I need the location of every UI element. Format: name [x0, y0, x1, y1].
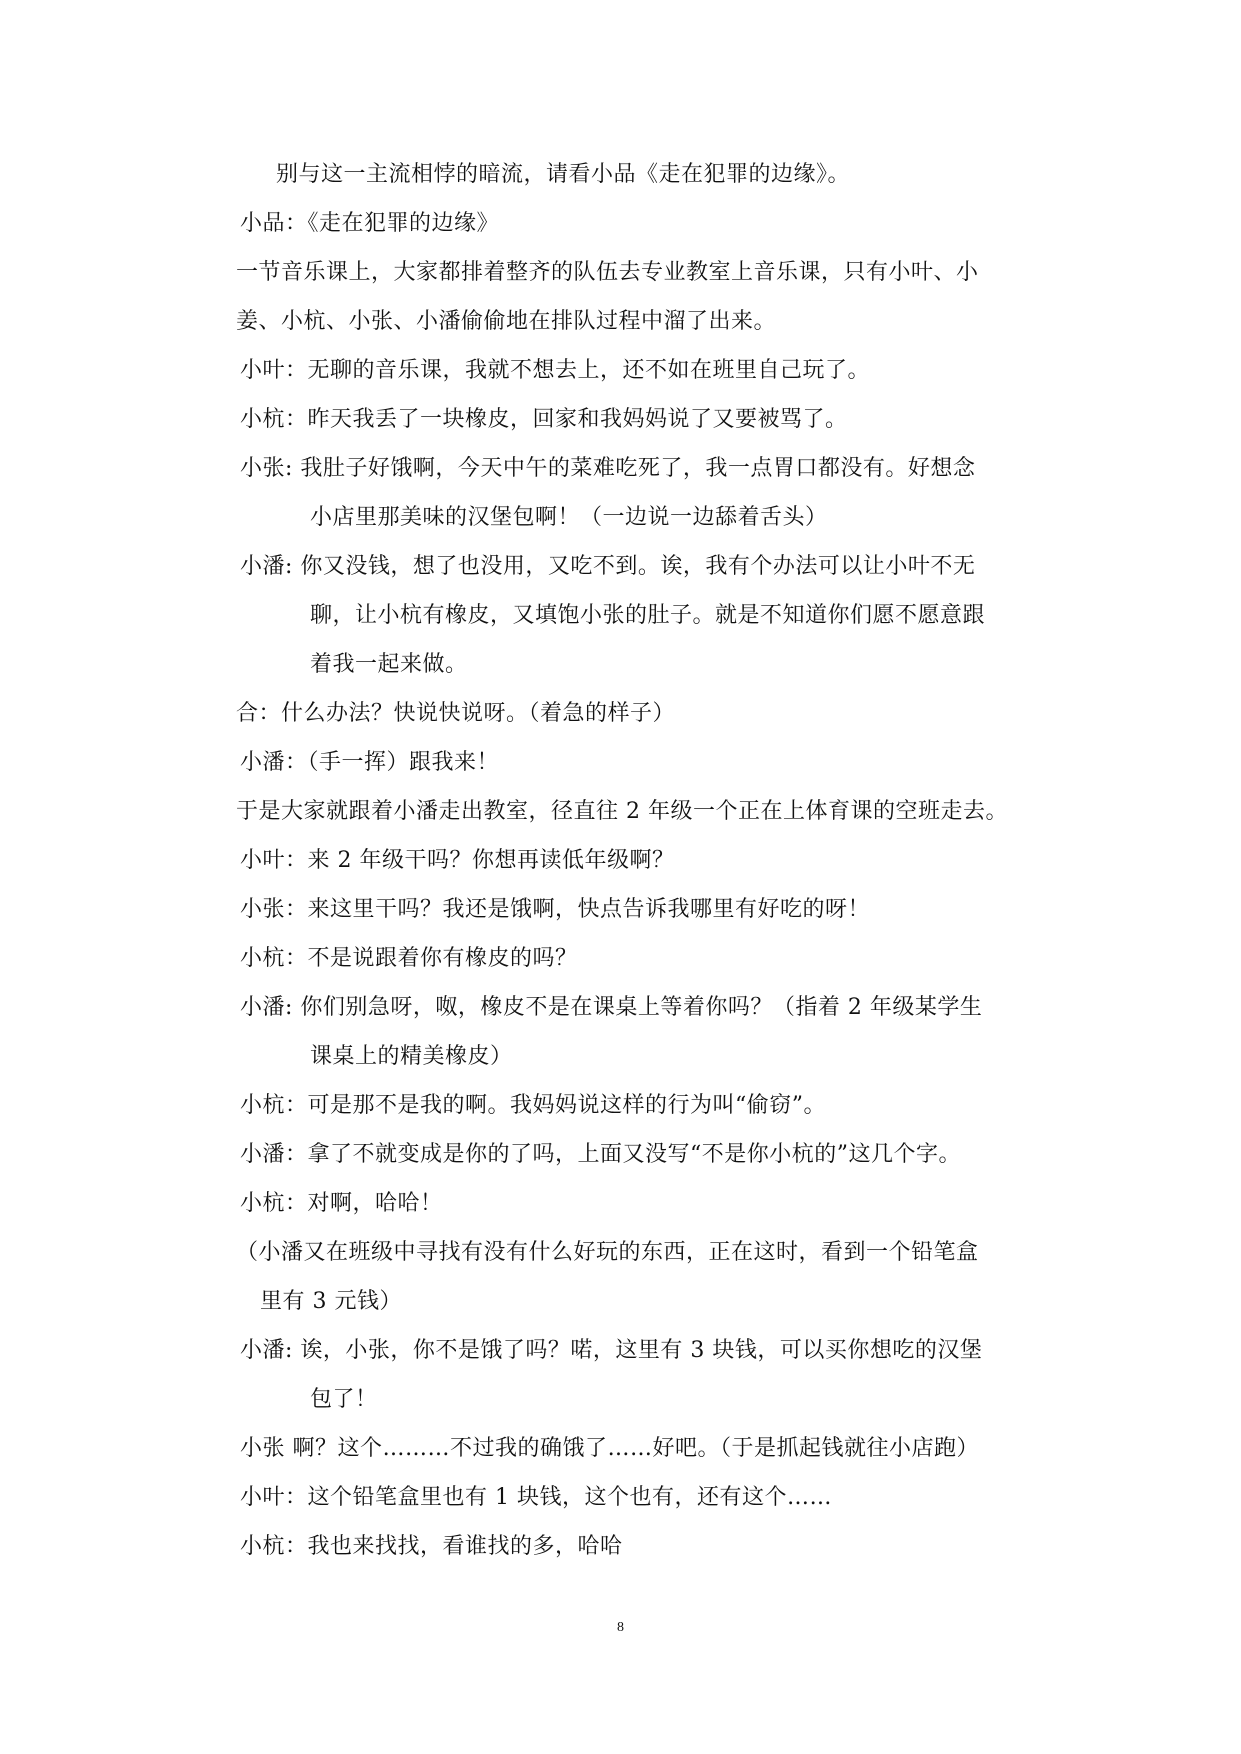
text-line: 小张: 我肚子好饿啊，今天中午的菜难吃死了，我一点胃口都没有。好想念 [240, 456, 976, 481]
text-line: 姜、小杭、小张、小潘偷偷地在排队过程中溜了出来。 [236, 309, 777, 334]
text-line: 一节音乐课上，大家都排着整齐的队伍去专业教室上音乐课，只有小叶、小 [236, 260, 979, 285]
text-line: 课桌上的精美橡皮） [310, 1044, 513, 1069]
script-text [236, 150, 1080, 1571]
text-line: 别与这一主流相悖的暗流，请看小品《走在犯罪的边缘》。 [276, 162, 851, 187]
text-line: 于是大家就跟着小潘走出教室，径直往 2 年级一个正在上体育课的空班走去。 [236, 799, 1008, 824]
page-number: 8 [617, 1620, 624, 1635]
text-line: 小叶：来 2 年级干吗？你想再读低年级啊？ [240, 848, 675, 873]
text-line: 小潘: 诶，小张，你不是饿了吗？喏，这里有 3 块钱，可以买你想吃的汉堡 [240, 1338, 983, 1363]
text-line: 小杭：我也来找找，看谁找的多，哈哈 [240, 1534, 623, 1559]
text-line: 小杭：不是说跟着你有橡皮的吗？ [240, 946, 578, 971]
text-line: 小店里那美味的汉堡包啊！（一边说一边舔着舌头） [310, 505, 828, 530]
text-line: 小杭：昨天我丢了一块橡皮，回家和我妈妈说了又要被骂了。 [240, 407, 848, 432]
text-line: 小杭：可是那不是我的啊。我妈妈说这样的行为叫“偷窃”。 [240, 1093, 826, 1118]
text-line: 小品：《走在犯罪的边缘》 [240, 211, 500, 236]
text-line: 里有 3 元钱） [260, 1289, 402, 1314]
text-line: 小张 啊？这个………不过我的确饿了……好吧。（于是抓起钱就往小店跑） [240, 1436, 979, 1461]
text-line: 小潘: 你又没钱，想了也没用，又吃不到。诶，我有个办法可以让小叶不无 [240, 554, 976, 579]
text-line: 小叶：这个铅笔盒里也有 1 块钱，这个也有，还有这个…… [240, 1485, 832, 1510]
text-line: 小叶：无聊的音乐课，我就不想去上，还不如在班里自己玩了。 [240, 358, 871, 383]
text-line: 包了！ [310, 1387, 378, 1412]
text-line: 小潘: 你们别急呀，呶，橡皮不是在课桌上等着你吗？（指着 2 年级某学生 [240, 995, 983, 1020]
text-line: （小潘又在班级中寻找有没有什么好玩的东西，正在这时，看到一个铅笔盒 [236, 1240, 979, 1265]
text-line: 聊，让小杭有橡皮，又填饱小张的肚子。就是不知道你们愿不愿意跟 [310, 603, 986, 628]
text-line: 小潘：拿了不就变成是你的了吗，上面又没写“不是你小杭的”这几个字。 [240, 1142, 961, 1167]
text-line: 小张：来这里干吗？我还是饿啊，快点告诉我哪里有好吃的呀！ [240, 897, 871, 922]
text-line: 合：什么办法？快说快说呀。（着急的样子） [236, 701, 676, 726]
text-line: 小杭：对啊，哈哈！ [240, 1191, 443, 1216]
text-line: 着我一起来做。 [310, 652, 468, 677]
text-line: 小潘：（手一挥）跟我来！ [240, 750, 500, 775]
